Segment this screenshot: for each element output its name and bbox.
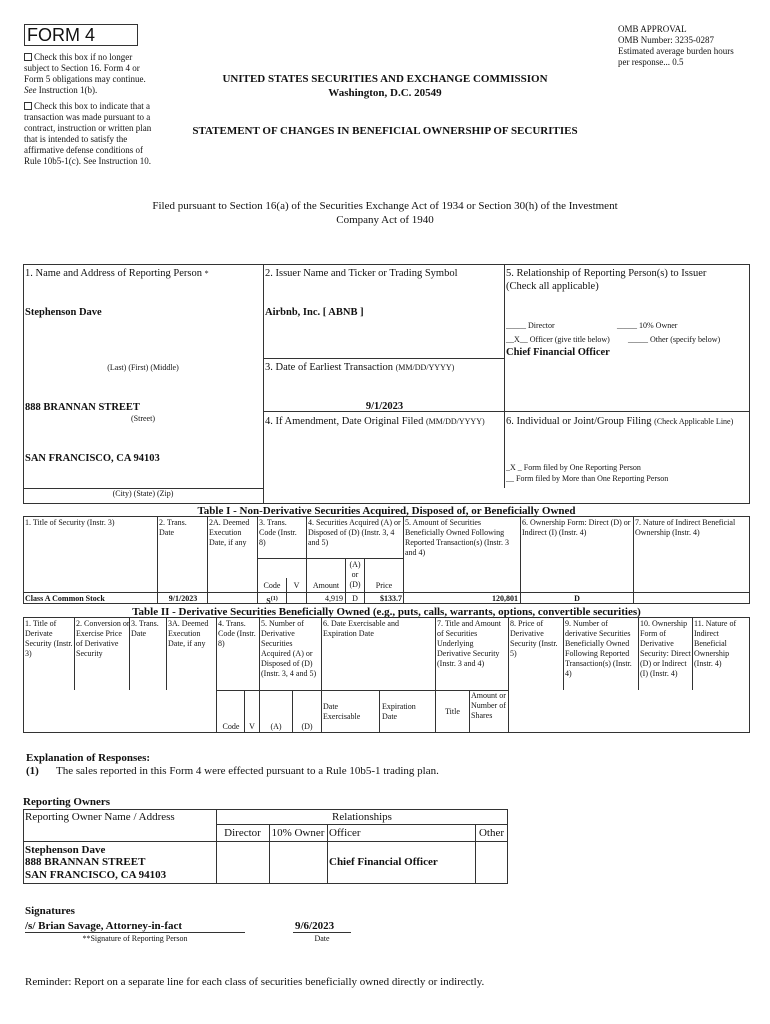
statement-title: STATEMENT OF CHANGES IN BENEFICIAL OWNERSHIP OF SECURITIES <box>192 125 578 137</box>
rel-director: _____ Director <box>506 321 555 330</box>
explanation-note-num: (1) <box>26 765 39 777</box>
owner-name: Stephenson Dave <box>25 844 106 856</box>
t2-h-number: 5. Number of Derivative Securities Acquired (A) or Disposed of (D) (Instr. 3, 4 and 5) <box>261 619 317 678</box>
t1-row-amount: 4,919 <box>325 594 343 603</box>
t2-sub-expiration: Expiration Date <box>382 702 416 721</box>
t2-h-price: 8. Price of Derivative Security (Instr. 5) <box>510 619 558 658</box>
owner-officer-title: Chief Financial Officer <box>329 856 438 868</box>
owners-col-other: Other <box>478 827 505 839</box>
form-title: FORM 4 <box>27 25 96 45</box>
filing-more-persons: __ Form filed by More than One Reporting Person <box>506 474 669 483</box>
rel-10pct-owner: _____ 10% Owner <box>617 321 678 330</box>
t2-h-date: 3. Trans. Date <box>131 619 159 638</box>
reporting-city: SAN FRANCISCO, CA 94103 <box>25 453 160 464</box>
omb-burden: Estimated average burden hours per response... 0.5 <box>618 46 734 67</box>
box4-label: 4. If Amendment, Date Original Filed (MM/DD/YYYY) <box>265 416 485 427</box>
t2-sub-date-exercisable: Date Exercisable <box>323 702 361 721</box>
check-10b5-1: Check this box to indicate that a transaction was made pursuant to a contract, instruction or written plan that is intended to satisfy the affirmative defense conditions of Rule 10b5-1(c). See Instruction 10. <box>24 101 152 166</box>
owner-city: SAN FRANCISCO, CA 94103 <box>25 869 167 881</box>
box1-label: 1. Name and Address of Reporting Person * <box>25 268 209 279</box>
t1-sub-price: Price <box>375 581 393 590</box>
filing-one-person: _X _ Form filed by One Reporting Person <box>506 463 641 472</box>
t1-row-aord: D <box>352 594 358 603</box>
street-caption: (Street) <box>131 414 155 423</box>
box2-label: 2. Issuer Name and Ticker or Trading Symbol <box>265 268 458 279</box>
t1-row-date: 9/1/2023 <box>168 594 198 603</box>
t2-h-owned: 9. Number of derivative Securities Beneficially Owned Following Reported Transaction(s) (Instr. 4) <box>565 619 632 678</box>
owners-col-name: Reporting Owner Name / Address <box>25 811 175 823</box>
t2-h-deemed: 3A. Deemed Execution Date, if any <box>168 619 209 648</box>
rel-other: _____ Other (specify below) <box>628 335 721 344</box>
checkbox-section16[interactable] <box>24 53 32 61</box>
city-caption: (City) (State) (Zip) <box>112 489 174 498</box>
omb-approval: OMB APPROVAL <box>618 24 687 34</box>
t2-sub-a: (A) <box>270 722 282 731</box>
table2-title: Table II - Derivative Securities Beneficially Owned (e.g., puts, calls, warrants, options, convertible securities) <box>132 606 641 618</box>
signatures-heading: Signatures <box>25 905 75 917</box>
rel-officer: __X__ Officer (give title below) <box>506 335 610 344</box>
t1-sub-v: V <box>293 581 300 590</box>
owners-col-10pct: 10% Owner <box>271 827 325 839</box>
t1-h-code: 3. Trans. Code (Instr. 8) <box>259 518 297 547</box>
t1-row-code: $S^{(1)}$ <box>266 596 278 606</box>
t1-sub-aord: (A) or (D) <box>349 560 361 589</box>
signature-date: 9/6/2023 <box>295 920 335 932</box>
checkbox-10b5-1[interactable] <box>24 102 32 110</box>
commission-location: Washington, D.C. 20549 <box>328 87 442 99</box>
t2-sub-d: (D) <box>301 722 313 731</box>
t1-sub-amount: Amount <box>312 581 340 590</box>
t2-h-exercisable: 6. Date Exercisable and Expiration Date <box>323 619 399 638</box>
t1-h-date: 2. Trans. Date <box>159 518 187 537</box>
t2-sub-code: Code <box>222 722 240 731</box>
t1-sub-code: Code <box>263 581 281 590</box>
table1-title: Table I - Non-Derivative Securities Acquired, Disposed of, or Beneficially Owned <box>197 505 576 517</box>
t2-h-nature: 11. Nature of Indirect Beneficial Ownership (Instr. 4) <box>694 619 737 668</box>
earliest-transaction-date: 9/1/2023 <box>365 401 404 412</box>
explanation-note-text: The sales reported in this Form 4 were effected pursuant to a Rule 10b5-1 trading plan. <box>56 765 439 777</box>
reminder: Reminder: Report on a separate line for each class of securities beneficially owned directly or indirectly. <box>25 976 485 988</box>
t1-row-form: D <box>574 594 580 603</box>
commission-name: UNITED STATES SECURITIES AND EXCHANGE COMMISSION <box>222 73 548 85</box>
owners-col-relationships: Relationships <box>332 811 392 823</box>
t2-h-form: 10. Ownership Form of Derivative Security: Direct (D) or Indirect (I) (Instr. 4) <box>640 619 691 678</box>
omb-number: OMB Number: 3235-0287 <box>618 35 714 45</box>
t2-sub-v: V <box>249 722 255 731</box>
t1-h-nature: 7. Nature of Indirect Beneficial Ownership (Instr. 4) <box>635 518 736 537</box>
signature-caption: **Signature of Reporting Person <box>82 934 188 943</box>
issuer-name: Airbnb, Inc. [ ABNB ] <box>265 307 364 318</box>
box5-label: 5. Relationship of Reporting Person(s) to Issuer (Check all applicable) <box>506 268 707 292</box>
signer-name: /s/ Brian Savage, Attorney-in-fact <box>25 920 183 932</box>
reporting-person-name: Stephenson Dave <box>25 307 102 318</box>
reporting-street: 888 BRANNAN STREET <box>25 402 140 413</box>
t2-h-conversion: 2. Conversion or Exercise Price of Derivative Security <box>76 619 130 658</box>
t1-h-owned: 5. Amount of Securities Beneficially Owned Following Reported Transaction(s) (Instr. 3 and 4) <box>405 518 509 557</box>
owner-street: 888 BRANNAN STREET <box>25 856 146 868</box>
t1-row-title: Class A Common Stock <box>25 594 105 603</box>
t2-sub-title: Title <box>445 707 460 716</box>
t1-row-owned: 120,801 <box>492 594 518 603</box>
owners-col-officer: Officer <box>329 827 361 839</box>
t2-h-title: 1. Title of Derivate Security (Instr. 3) <box>25 619 73 658</box>
t1-h-title: 1. Title of Security (Instr. 3) <box>25 518 115 527</box>
t2-h-code: 4. Trans. Code (Instr. 8) <box>218 619 256 648</box>
officer-title: Chief Financial Officer <box>506 347 610 358</box>
check-section16: Check this box if no longer subject to Section 16. Form 4 or Form 5 obligations may continue. See Instruction 1(b). <box>24 52 146 95</box>
name-caption: (Last) (First) (Middle) <box>107 363 179 372</box>
owners-col-director: Director <box>224 827 261 839</box>
t1-row-price: $133.7 <box>380 594 402 603</box>
filed-pursuant: Filed pursuant to Section 16(a) of the Securities Exchange Act of 1934 or Section 30(h) of the Investment Company Act of 1940 <box>152 200 618 226</box>
t2-sub-amount-shares: Amount or Number of Shares <box>471 691 506 720</box>
t1-h-deemed: 2A. Deemed Execution Date, if any <box>209 518 250 547</box>
box3-label: 3. Date of Earliest Transaction (MM/DD/YYYY) <box>265 362 455 373</box>
t2-h-underlying: 7. Title and Amount of Securities Underlying Derivative Security (Instr. 3 and 4) <box>437 619 502 668</box>
owners-heading: Reporting Owners <box>23 796 111 808</box>
date-caption: Date <box>314 934 330 943</box>
t1-h-form: 6. Ownership Form: Direct (D) or Indirect (I) (Instr. 4) <box>522 518 631 537</box>
omb-box <box>618 24 738 68</box>
box6-label: 6. Individual or Joint/Group Filing (Check Applicable Line) <box>506 416 734 427</box>
see-text: See <box>24 85 37 95</box>
t1-h-securities: 4. Securities Acquired (A) or Disposed of (D) (Instr. 3, 4 and 5) <box>308 518 401 547</box>
explanation-heading: Explanation of Responses: <box>26 752 151 764</box>
